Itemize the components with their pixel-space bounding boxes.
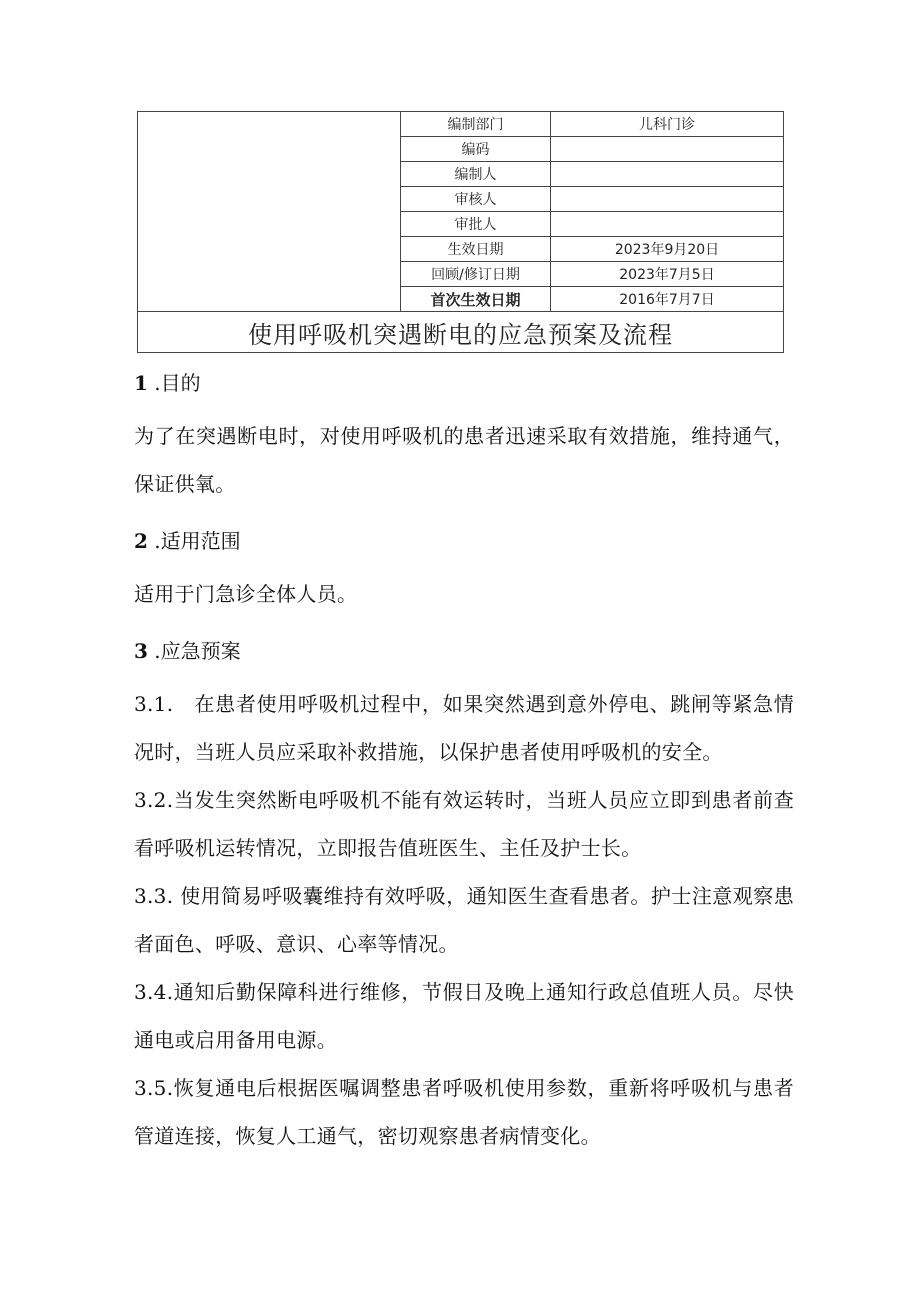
plan-item-3-3: 3.3. 使用简易呼吸囊维持有效呼吸，通知医生查看患者。护士注意观察患者面色、呼吸、意识、心率等情况。 — [134, 884, 794, 956]
header-label: 编码 — [401, 137, 551, 162]
header-value — [551, 212, 784, 237]
scope-paragraph: 适用于门急诊全体人员。 — [134, 582, 358, 606]
header-label: 编制人 — [401, 162, 551, 187]
header-row-title — [138, 312, 784, 353]
section-number: 1 — [134, 371, 148, 395]
header-value: 儿科门诊 — [551, 112, 784, 137]
header-label: 审批人 — [401, 212, 551, 237]
header-label: 生效日期 — [401, 237, 551, 262]
document-body — [134, 368, 794, 1160]
section-heading-emergency-plan — [134, 636, 794, 666]
section-heading-scope — [134, 526, 794, 556]
section-title: .应急预案 — [154, 639, 241, 663]
section-number: 3 — [134, 639, 148, 663]
plan-item-3-4: 3.4.通知后勤保障科进行维修，节假日及晚上通知行政总值班人员。尽快通电或启用备用电源。 — [134, 980, 794, 1052]
header-row-department — [138, 112, 784, 137]
purpose-paragraph: 为了在突遇断电时，对使用呼吸机的患者迅速采取有效措施，维持通气，保证供氧。 — [134, 424, 794, 496]
section-title: .适用范围 — [154, 529, 241, 553]
header-label: 审核人 — [401, 187, 551, 212]
header-label: 回顾/修订日期 — [401, 262, 551, 287]
header-label: 首次生效日期 — [401, 287, 551, 312]
header-value — [551, 137, 784, 162]
header-value — [551, 187, 784, 212]
section-heading-purpose — [134, 368, 794, 398]
header-value: 2023年7月5日 — [551, 262, 784, 287]
plan-item-3-1: 3.1. 在患者使用呼吸机过程中，如果突然遇到意外停电、跳闸等紧急情况时，当班人员应采取补救措施，以保护患者使用呼吸机的安全。 — [134, 692, 794, 764]
header-value: 2016年7月7日 — [551, 287, 784, 312]
document-title: 使用呼吸机突遇断电的应急预案及流程 — [138, 312, 784, 353]
header-label: 编制部门 — [401, 112, 551, 137]
section-title: .目的 — [154, 371, 201, 395]
document-header-table — [137, 111, 784, 353]
header-value — [551, 162, 784, 187]
header-value: 2023年9月20日 — [551, 237, 784, 262]
section-number: 2 — [134, 529, 148, 553]
plan-item-3-5: 3.5.恢复通电后根据医嘱调整患者呼吸机使用参数，重新将呼吸机与患者管道连接，恢复人工通气，密切观察患者病情变化。 — [134, 1076, 794, 1148]
plan-item-3-2: 3.2.当发生突然断电呼吸机不能有效运转时，当班人员应立即到患者前查看呼吸机运转情况，立即报告值班医生、主任及护士长。 — [134, 788, 794, 860]
logo-area — [138, 112, 401, 312]
